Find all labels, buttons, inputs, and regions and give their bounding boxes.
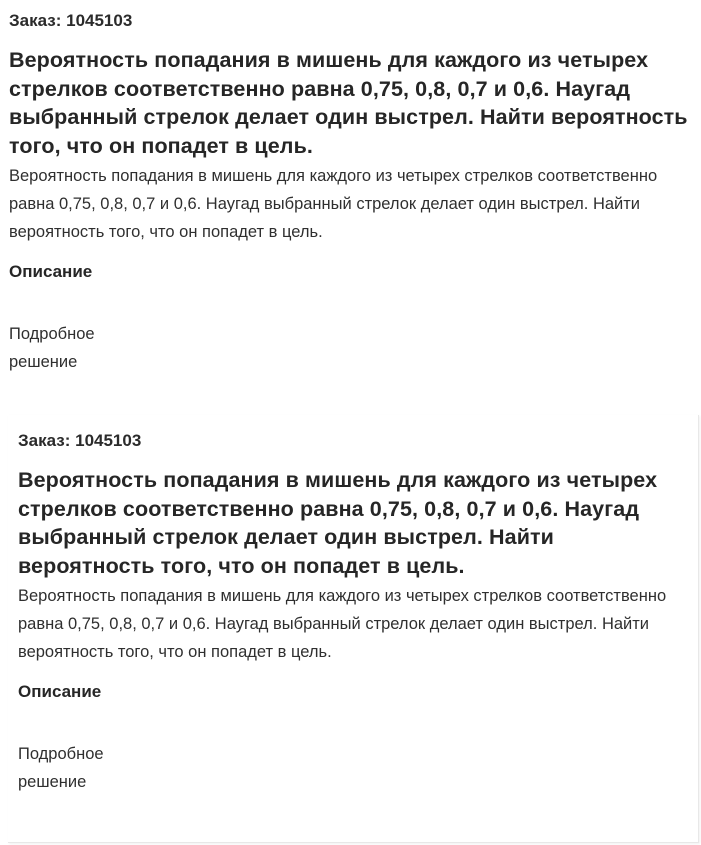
detailed-solution-link[interactable]: Подробное решение bbox=[9, 325, 95, 371]
detailed-solution-link[interactable]: Подробное решение bbox=[18, 745, 104, 791]
task-text: Вероятность попадания в мишень для каждого из четырех стрелков соответственно равна 0,75, 0,8, 0,7 и 0,6. Наугад выбранный стрелок делает один выстрел. Найти вероятность того, что он попадет в цель. bbox=[9, 167, 658, 241]
task-title: Вероятность попадания в мишень для каждого из четырех стрелков соответственно равна 0,75, 0,8, 0,7 и 0,6. Наугад выбранный стрелок делает один выстрел. Найти вероятность того, что он попадет в цель. bbox=[9, 48, 688, 158]
task-listing-card bbox=[8, 415, 699, 843]
task-listing bbox=[0, 0, 701, 376]
order-number: Заказ: 1045103 bbox=[18, 431, 142, 450]
description-heading: Описание bbox=[9, 262, 93, 281]
description-heading: Описание bbox=[18, 682, 102, 701]
order-number: Заказ: 1045103 bbox=[9, 11, 133, 30]
task-title: Вероятность попадания в мишень для каждого из четырех стрелков соответственно равна 0,75, 0,8, 0,7 и 0,6. Наугад выбранный стрелок делает один выстрел. Найти вероятность того, что он попадет в цель. bbox=[18, 468, 658, 578]
task-text: Вероятность попадания в мишень для каждого из четырех стрелков соответственно равна 0,75, 0,8, 0,7 и 0,6. Наугад выбранный стрелок делает один выстрел. Найти вероятность того, что он попадет в цель. bbox=[18, 587, 667, 661]
